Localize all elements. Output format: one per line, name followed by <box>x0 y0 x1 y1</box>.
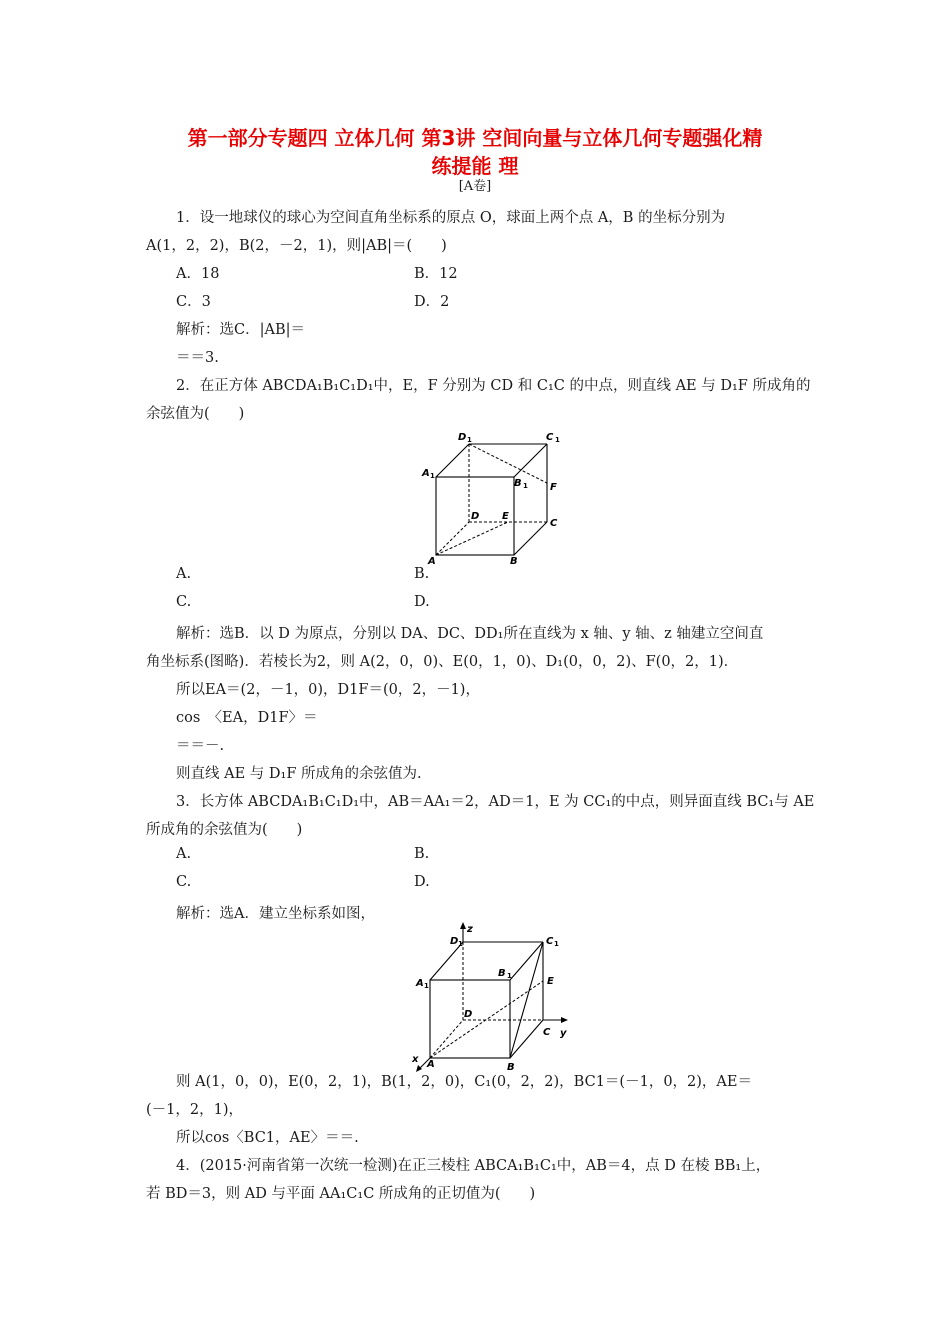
q2-solution-5: ＝＝－. <box>176 738 225 754</box>
q3-option-b: B. <box>414 846 430 862</box>
fig2-label-a1-sub: 1 <box>424 982 429 990</box>
fig2-label-d: D <box>464 1009 473 1020</box>
q3-solution-2: 则 A(1，0，0)，E(0，2，1)，B(1，2，0)，C₁(0，2，2)，BC1＝(－1，0，2)，AE＝ <box>176 1074 752 1090</box>
fig1-label-d: D <box>471 511 480 522</box>
fig2-label-c1-sub: 1 <box>554 940 559 948</box>
fig2-label-b: B <box>507 1062 515 1072</box>
q2-stem-2: 余弦值为( ) <box>146 406 245 422</box>
fig2-label-c1: C <box>546 936 554 947</box>
q2-solution-6: 则直线 AE 与 D₁F 所成角的余弦值为. <box>176 766 422 782</box>
cube-figure-1 <box>418 428 568 568</box>
q1-stem-2: A(1，2，2)，B(2，－2，1)，则|AB|＝( ) <box>146 238 447 254</box>
fig2-label-a1: A <box>416 978 424 989</box>
q3-option-d: D. <box>414 874 430 890</box>
q1-option-b: B．12 <box>414 266 458 282</box>
doc-title-line2: 练提能 理 <box>431 154 519 178</box>
q2-solution-2: 角坐标系(图略)．若棱长为2，则 A(2，0，0)、E(0，1，0)、D₁(0，0，2)、F(0，2，1)． <box>146 654 739 670</box>
fig1-label-c1-sub: 1 <box>555 436 560 444</box>
fig2-label-a: A <box>427 1059 435 1070</box>
q4-stem-2: 若 BD＝3，则 AD 与平面 AA₁C₁C 所成角的正切值为( ) <box>146 1186 536 1202</box>
fig1-label-f: F <box>550 482 557 493</box>
fig1-label-d1-sub: 1 <box>467 436 472 444</box>
q3-solution-1: 解析：选A．建立坐标系如图， <box>176 906 375 922</box>
q3-solution-4: 所以cos〈BC1，AE〉＝＝. <box>176 1130 359 1146</box>
q2-option-a: A. <box>176 566 192 582</box>
fig1-label-c: C <box>550 518 558 529</box>
q2-option-d: D. <box>414 594 430 610</box>
q2-solution-3: 所以EA＝(2，－1，0)，D1F＝(0，2，－1)， <box>176 682 480 698</box>
fig2-label-c: C <box>543 1027 551 1038</box>
q3-option-c: C. <box>176 874 192 890</box>
q3-option-a: A. <box>176 846 192 862</box>
q3-stem-2: 所成角的余弦值为( ) <box>146 822 303 838</box>
q3-solution-3: (－1，2，1)， <box>146 1102 243 1118</box>
fig1-label-d1: D <box>458 432 467 443</box>
fig1-label-b1-sub: 1 <box>523 482 528 490</box>
doc-title-line1: 第一部分专题四 立体几何 第3讲 空间向量与立体几何专题强化精 <box>187 126 763 150</box>
q1-solution-2: ＝＝3. <box>176 350 219 366</box>
fig2-label-e: E <box>547 976 554 987</box>
fig2-label-x: x <box>412 1054 419 1065</box>
q1-option-a: A．18 <box>176 266 220 282</box>
fig2-label-b1-sub: 1 <box>507 972 512 980</box>
section-label: [A卷] <box>458 179 492 194</box>
fig2-label-b1: B <box>498 968 506 979</box>
q1-option-c: C．3 <box>176 294 211 310</box>
q3-stem-1: 3．长方体 ABCDA₁B₁C₁D₁中，AB＝AA₁＝2，AD＝1，E 为 CC₁的中点，则异面直线 BC₁与 AE <box>176 794 815 810</box>
fig1-label-a1-sub: 1 <box>430 472 435 480</box>
fig1-label-c1: C <box>546 432 554 443</box>
fig1-label-a1: A <box>422 468 430 479</box>
q2-option-c: C. <box>176 594 192 610</box>
q1-solution-1: 解析：选C．|AB|＝ <box>176 322 305 338</box>
fig2-label-y: y <box>560 1028 567 1039</box>
fig1-label-b1: B <box>514 478 522 489</box>
fig2-label-d1-sub: 1 <box>458 940 463 948</box>
cuboid-figure-2 <box>412 922 577 1072</box>
q2-option-b: B. <box>414 566 430 582</box>
fig2-label-d1: D <box>450 936 459 947</box>
q2-solution-4: cos 〈EA，D1F〉＝ <box>176 710 318 726</box>
q2-stem-1: 2．在正方体 ABCDA₁B₁C₁D₁中，E，F 分别为 CD 和 C₁C 的中点，则直线 AE 与 D₁F 所成角的 <box>176 378 811 394</box>
fig1-label-e: E <box>502 511 509 522</box>
q4-stem-1: 4．(2015·河南省第一次统一检测)在正三棱柱 ABCA₁B₁C₁中，AB＝4，点 D 在棱 BB₁上， <box>176 1158 771 1174</box>
q1-option-d: D．2 <box>414 294 450 310</box>
q2-solution-1: 解析：选B．以 D 为原点，分别以 DA、DC、DD₁所在直线为 x 轴、y 轴、z 轴建立空间直 <box>176 626 764 642</box>
fig1-label-a: A <box>428 556 436 567</box>
fig1-label-b: B <box>510 556 518 567</box>
fig2-label-z: z <box>467 924 473 935</box>
q1-stem-1: 1．设一地球仪的球心为空间直角坐标系的原点 O，球面上两个点 A，B 的坐标分别为 <box>176 210 726 226</box>
